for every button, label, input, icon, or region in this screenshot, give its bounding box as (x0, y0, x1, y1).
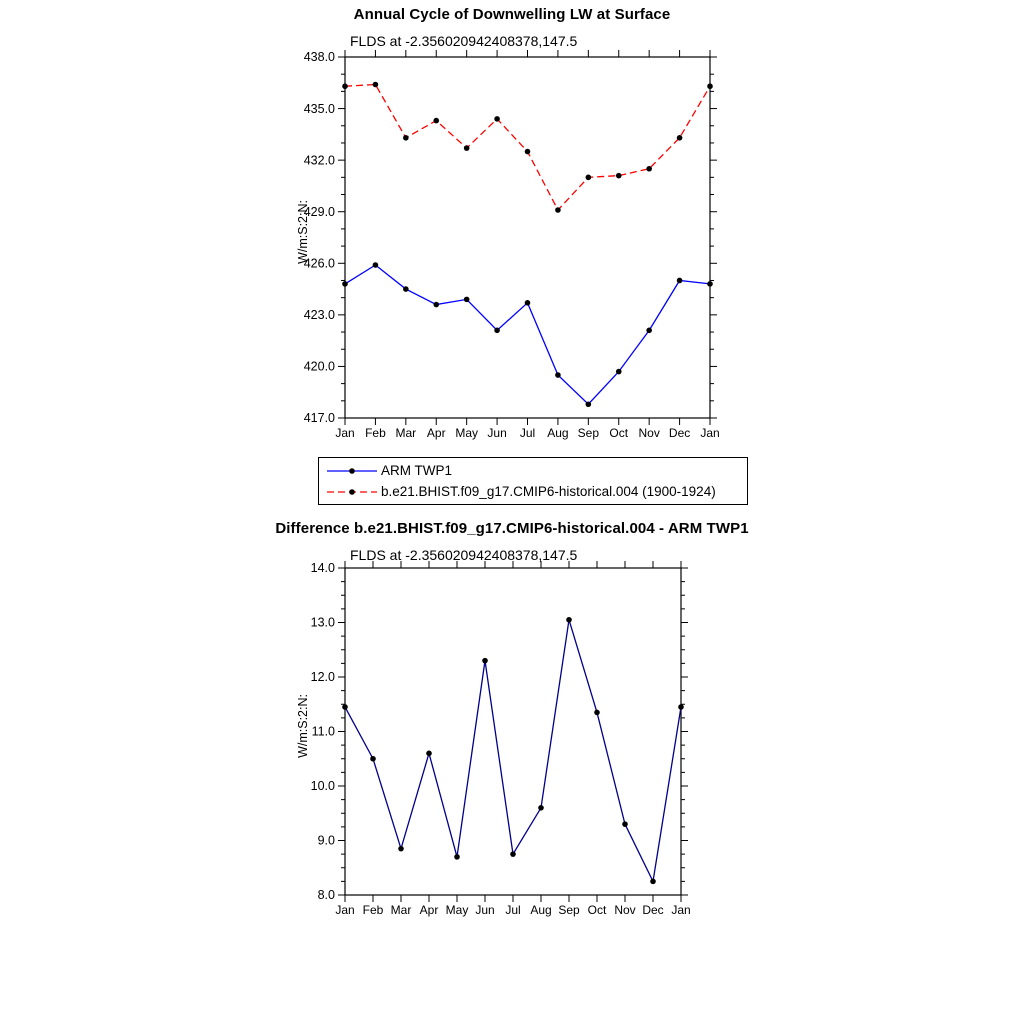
data-point-marker (342, 704, 348, 710)
y-tick-label: 417.0 (303, 411, 335, 426)
data-point-marker (525, 300, 531, 306)
x-tick-label: Jul (505, 903, 521, 917)
data-point-marker (566, 617, 572, 623)
y-tick-label: 423.0 (303, 308, 335, 323)
data-point-marker (586, 175, 592, 181)
y-tick-label: 12.0 (310, 670, 335, 685)
x-tick-label: Dec (642, 903, 664, 917)
data-point-marker (616, 369, 622, 375)
data-point-marker (373, 262, 379, 268)
data-point-marker (342, 83, 348, 89)
data-point-marker (707, 281, 713, 287)
legend-label-arm-twp1: ARM TWP1 (381, 463, 453, 478)
chart1-title: Annual Cycle of Downwelling LW at Surface (353, 6, 671, 23)
chart2-title: Difference b.e21.BHIST.f09_g17.CMIP6-historical.004 - ARM TWP1 (275, 520, 749, 537)
data-point-marker (433, 302, 439, 308)
data-point-marker (403, 286, 409, 292)
data-point-marker (525, 149, 531, 155)
legend-line-sample-dashed-red (325, 484, 379, 500)
data-point-marker (650, 879, 656, 885)
data-point-marker (594, 710, 600, 716)
y-tick-label: 13.0 (310, 615, 335, 630)
x-tick-label: Sep (558, 903, 580, 917)
y-tick-label: 9.0 (317, 833, 335, 848)
x-tick-label: Jun (475, 903, 495, 917)
data-point-marker (538, 805, 544, 811)
x-tick-label: Mar (390, 903, 412, 917)
legend-item-model (325, 481, 741, 502)
chart1-subtitle: FLDS at -2.356020942408378,147.5 (350, 33, 578, 49)
data-point-marker (646, 166, 652, 172)
legend-marker (349, 489, 355, 495)
data-point-marker (403, 135, 409, 141)
data-point-marker (482, 658, 488, 664)
chart1-legend (318, 457, 748, 505)
plot-frame (345, 568, 681, 895)
data-point-marker (586, 401, 592, 407)
x-tick-label: May (455, 426, 479, 440)
x-tick-label: Oct (587, 903, 607, 917)
y-tick-label: 438.0 (303, 50, 335, 65)
data-point-marker (464, 297, 470, 303)
series-line (345, 620, 681, 882)
x-tick-label: Jul (519, 426, 536, 440)
data-point-marker (616, 173, 622, 179)
y-tick-label: 8.0 (317, 888, 335, 903)
y-tick-label: 420.0 (303, 359, 335, 374)
data-point-marker (677, 135, 683, 141)
x-tick-label: Apr (419, 903, 439, 917)
x-tick-label: Jan (335, 426, 355, 440)
data-point-marker (454, 854, 460, 860)
x-tick-label: Mar (395, 426, 417, 440)
data-point-marker (464, 145, 470, 151)
x-tick-label: Jan (335, 903, 355, 917)
data-point-marker (370, 756, 376, 762)
x-tick-label: Aug (530, 903, 552, 917)
chart2-y-axis-label: W/m:S:2:N: (296, 694, 310, 758)
y-tick-label: 11.0 (311, 724, 335, 739)
series-line (345, 85, 710, 210)
data-point-marker (646, 328, 652, 334)
legend-item-arm-twp1 (325, 460, 741, 481)
data-point-marker (622, 821, 628, 827)
data-point-marker (678, 704, 684, 710)
x-tick-label: Nov (614, 903, 636, 917)
data-point-marker (677, 278, 683, 284)
data-point-marker (426, 751, 432, 757)
x-tick-label: Feb (365, 426, 386, 440)
data-point-marker (707, 83, 713, 89)
x-tick-label: Nov (638, 426, 660, 440)
x-tick-label: Apr (426, 426, 446, 440)
x-tick-label: Dec (668, 426, 691, 440)
y-tick-label: 426.0 (303, 256, 335, 271)
chart2-plot-area (288, 556, 768, 931)
x-tick-label: May (445, 903, 469, 917)
data-point-marker (398, 846, 404, 852)
chart2-subtitle: FLDS at -2.356020942408378,147.5 (350, 547, 578, 563)
legend-line-sample-solid-blue (325, 463, 379, 479)
plot-frame (345, 57, 710, 418)
legend-marker (349, 468, 355, 474)
data-point-marker (433, 118, 439, 124)
x-tick-label: Jan (671, 903, 691, 917)
data-point-marker (373, 82, 379, 88)
y-tick-label: 10.0 (310, 779, 335, 794)
chart1-plot-area (288, 45, 768, 457)
y-tick-label: 435.0 (303, 101, 335, 116)
y-tick-label: 14.0 (310, 561, 335, 576)
x-tick-label: Aug (547, 426, 569, 440)
x-tick-label: Sep (577, 426, 600, 440)
x-tick-label: Jun (487, 426, 507, 440)
data-point-marker (510, 851, 516, 857)
y-tick-label: 429.0 (303, 204, 335, 219)
x-tick-label: Oct (609, 426, 629, 440)
data-point-marker (555, 207, 561, 213)
chart1-y-axis-label: W/m:S:2:N: (296, 200, 310, 264)
x-tick-label: Jan (700, 426, 720, 440)
data-point-marker (342, 281, 348, 287)
data-point-marker (494, 116, 500, 122)
x-tick-label: Feb (362, 903, 384, 917)
data-point-marker (555, 372, 561, 378)
y-tick-label: 432.0 (303, 153, 335, 168)
series-line (345, 265, 710, 404)
data-point-marker (494, 328, 500, 334)
legend-label-model: b.e21.BHIST.f09_g17.CMIP6-historical.004 (1900-1924) (381, 484, 716, 499)
